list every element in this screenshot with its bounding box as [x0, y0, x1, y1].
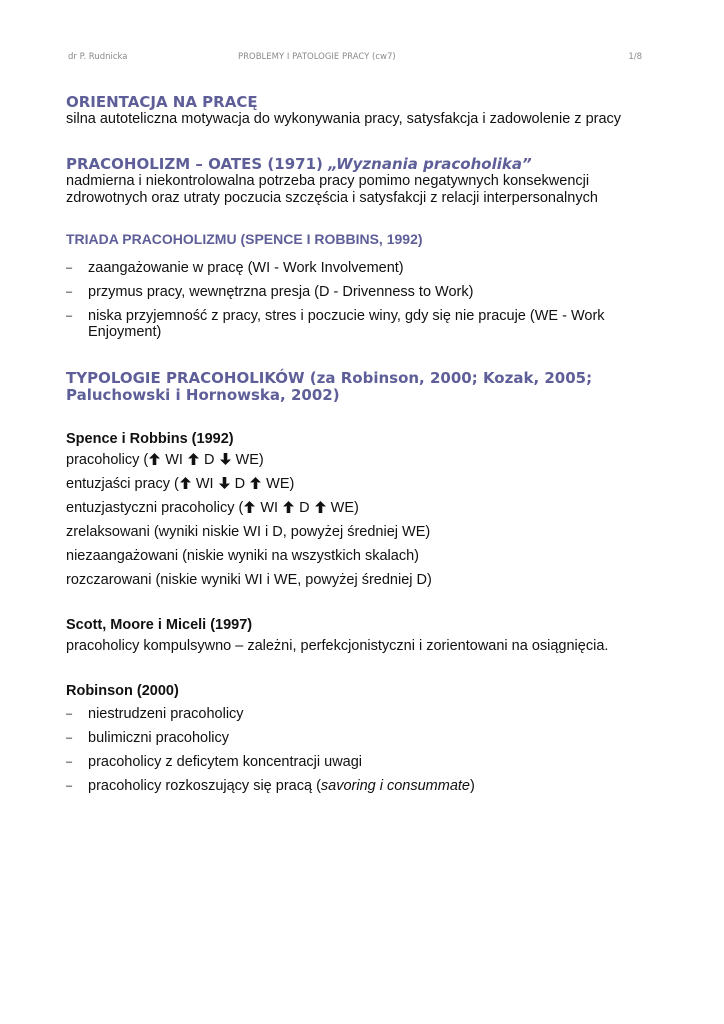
scale-we: WE): [262, 476, 295, 492]
orientacja-text: silna autoteliczna motywacja do wykonywania pracy, satysfakcja i zadowolenie z pracy: [66, 111, 622, 127]
heading-pracoholizm-main: PRACOHOLIZM – OATES (1971): [66, 155, 329, 173]
typology-row: niezaangażowani (niskie wyniki na wszystkich skalach): [66, 548, 419, 564]
heading-triada: TRIADA PRACOHOLIZMU (SPENCE I ROBBINS, 1992): [66, 231, 423, 247]
header-author: dr P. Rudnicka: [68, 52, 128, 62]
heading-pracoholizm: [66, 156, 666, 173]
subheading-spence-robbins: Spence i Robbins (1992): [66, 431, 234, 447]
dash-bullet: –: [66, 708, 73, 720]
subheading-robinson: Robinson (2000): [66, 683, 179, 699]
robinson-item-text: bulimiczni pracoholicy: [88, 730, 230, 746]
list-item: [66, 778, 666, 794]
robinson-item-prefix: pracoholicy rozkoszujący się pracą (: [88, 778, 321, 794]
scale-d: D: [199, 452, 219, 468]
scott-text: pracoholicy kompulsywno – zależni, perfekcjonistyczni i zorientowani na osiągnięcia.: [66, 638, 609, 654]
robinson-item-suffix: ): [470, 778, 475, 794]
dash-bullet: –: [66, 286, 73, 298]
list-item: [66, 730, 666, 746]
scale-wi: WI: [191, 476, 218, 492]
heading-typologie-line-1: TYPOLOGIE PRACOHOLIKÓW (za Robinson, 2000; Kozak, 2005;: [66, 369, 593, 387]
arrow-up-icon: [283, 497, 294, 509]
arrow-down-icon: [219, 473, 230, 485]
arrow-up-icon: [188, 449, 199, 461]
robinson-item-text: niestrudzeni pracoholicy: [88, 706, 244, 722]
arrow-up-icon: [315, 497, 326, 509]
triada-list: [66, 260, 666, 340]
typology-row: rozczarowani (niskie wyniki WI i WE, powyżej średniej D): [66, 572, 432, 588]
list-item: [66, 706, 666, 722]
arrow-up-icon: [244, 497, 255, 509]
heading-pracoholizm-book: „Wyznania pracoholika”: [328, 155, 532, 173]
arrow-up-icon: [250, 473, 261, 485]
typology-row: [66, 472, 666, 496]
scale-we: WE): [326, 500, 359, 516]
scale-wi: WI: [256, 500, 283, 516]
list-item: [66, 260, 666, 276]
scale-wi: WI: [161, 452, 187, 468]
list-item: [66, 284, 666, 300]
typology-label: entuzjaści pracy (: [66, 476, 179, 492]
heading-typologie-line-2: Paluchowski i Hornowska, 2002): [66, 386, 340, 404]
typology-row: zrelaksowani (wyniki niskie WI i D, powyżej średniej WE): [66, 524, 431, 540]
triada-item-text: przymus pracy, wewnętrzna presja (D - Drivenness to Work): [88, 284, 474, 300]
robinson-item-italic: savoring i consummate: [320, 778, 470, 794]
arrow-down-icon: [220, 449, 231, 461]
dash-bullet: –: [66, 780, 73, 792]
typology-label: pracoholicy (: [66, 452, 149, 468]
pracoholizm-line-2: zdrowotnych oraz utraty poczucia szczęścia i satysfakcji z relacji interpersonalnych: [66, 190, 598, 206]
triada-item-text: zaangażowanie w pracę (WI - Work Involvement): [88, 260, 404, 276]
scale-d: D: [295, 500, 314, 516]
dash-bullet: –: [66, 310, 73, 322]
typology-row: [66, 448, 666, 472]
pracoholizm-line-1: nadmierna i niekontrolowalna potrzeba pracy pomimo negatywnych konsekwencji: [66, 173, 590, 189]
subheading-scott-moore-miceli: Scott, Moore i Miceli (1997): [66, 617, 253, 633]
typology-row: [66, 496, 666, 520]
dash-bullet: –: [66, 756, 73, 768]
triada-item-text: niska przyjemność z pracy, stres i poczucie winy, gdy się nie pracuje (WE - Work Enjoyment): [88, 308, 605, 340]
robinson-list: [66, 706, 666, 794]
list-item: [66, 754, 666, 770]
heading-orientacja: ORIENTACJA NA PRACĘ: [66, 93, 258, 111]
robinson-item-text: pracoholicy z deficytem koncentracji uwagi: [88, 754, 363, 770]
scale-we: WE): [231, 452, 264, 468]
dash-bullet: –: [66, 732, 73, 744]
list-item: [66, 308, 666, 340]
arrow-up-icon: [180, 473, 191, 485]
header-title: PROBLEMY I PATOLOGIE PRACY (cw7): [238, 52, 396, 62]
header-page-number: 1/8: [628, 52, 642, 62]
typology-label: entuzjastyczni pracoholicy (: [66, 500, 244, 516]
arrow-up-icon: [149, 449, 160, 461]
scale-d: D: [230, 476, 250, 492]
document-content: [66, 94, 666, 802]
dash-bullet: –: [66, 262, 73, 274]
